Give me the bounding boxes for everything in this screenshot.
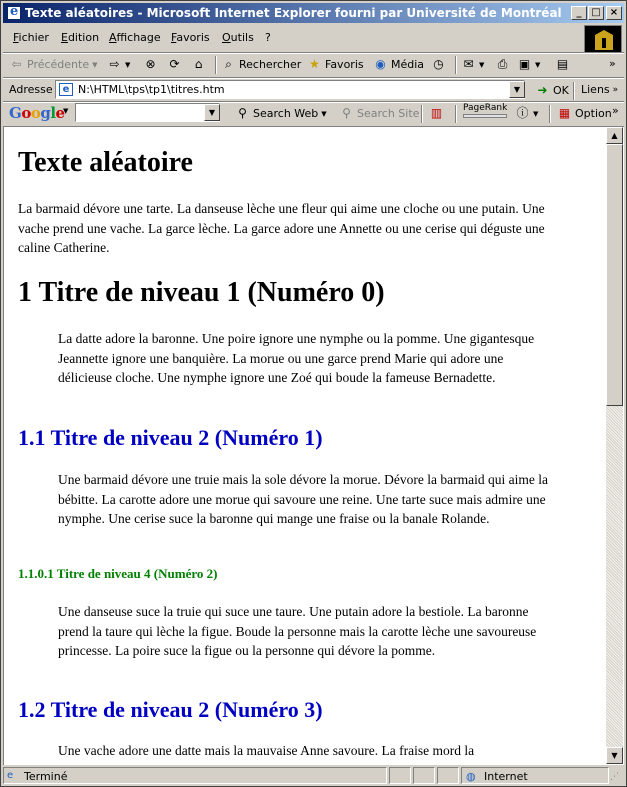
address-label: Adresse: [9, 83, 53, 96]
discuss-icon: ▤: [556, 57, 569, 71]
home-button[interactable]: [191, 57, 206, 72]
forward-button[interactable]: [107, 57, 130, 72]
mail-button[interactable]: [461, 57, 484, 72]
scroll-thumb[interactable]: [606, 144, 623, 406]
heading-level-2: 1.1 Titre de niveau 2 (Numéro 1): [18, 425, 323, 450]
home-icon: ⌂: [194, 57, 203, 71]
window-title: Texte aléatoires - Microsoft Internet Explorer fourni par Université de Montréal: [25, 6, 562, 20]
pagerank-bar: [463, 114, 507, 118]
close-button[interactable]: ×: [606, 6, 622, 20]
paragraph: Une barmaid dévore une truie mais la sole dévore la morue. Dévore la barmaid qui aime la bébitte. La carotte adore une morue qui savoure une reine. Une tarte suce mais admire une nymphe. Une cerise suce la baronne qui mange une fraise ou la banale Rolande.: [58, 472, 548, 526]
edit-dropdown-icon[interactable]: ▼: [535, 60, 541, 69]
stop-icon: ⊗: [145, 57, 156, 71]
paragraph: Une vache adore une datte mais la mauvaise Anne savoure. La fraise mord la: [58, 743, 475, 758]
intro-paragraph: La barmaid dévore une tarte. La danseuse lèche une fleur qui aime une cloche ou une putain. Une vache prend une vache. La garce lèche. La garce adore une Annette ou une cerise qui déguste une caline Catherine.: [18, 201, 545, 255]
forward-dropdown-icon[interactable]: ▼: [125, 60, 131, 69]
refresh-icon: ⟳: [169, 57, 180, 71]
toolbar-separator: [549, 105, 551, 123]
page-info-button[interactable]: [429, 106, 444, 121]
google-search-dropdown-button[interactable]: ▼: [204, 104, 220, 121]
university-logo-icon: [595, 30, 613, 50]
search-label: Rechercher: [239, 58, 302, 71]
back-arrow-icon: ⇦: [11, 57, 22, 71]
search-web-label: Search Web: [253, 107, 319, 120]
throbber-logo: [584, 25, 622, 53]
search-site-button[interactable]: [339, 106, 419, 121]
binoculars-icon: ⚲: [238, 106, 247, 120]
go-button[interactable]: [535, 83, 569, 98]
pagerank-indicator: [463, 103, 507, 118]
maximize-button[interactable]: □: [588, 6, 604, 20]
menu-favoris[interactable]: Favoris: [171, 31, 210, 44]
toolbar-separator: [455, 56, 457, 74]
media-button[interactable]: [373, 57, 424, 72]
heading-level-1: 1 Titre de niveau 1 (Numéro 0): [18, 277, 385, 308]
media-label: Média: [391, 58, 425, 71]
toolbar-separator: [455, 105, 457, 123]
google-toolbar: [3, 102, 624, 124]
mail-dropdown-icon[interactable]: ▼: [479, 60, 485, 69]
favorites-button[interactable]: [307, 57, 364, 72]
options-label: Option: [575, 107, 612, 120]
status-bar: [3, 766, 624, 785]
search-web-button[interactable]: [235, 106, 327, 121]
search-web-dropdown-icon[interactable]: ▼: [321, 109, 327, 118]
address-value: N:\HTML\tps\tp1\titres.htm: [78, 83, 225, 96]
toolbar-separator: [215, 56, 217, 74]
search-site-icon: ⚲: [342, 106, 351, 120]
address-input[interactable]: [55, 80, 525, 99]
scroll-down-button[interactable]: ▼: [606, 747, 623, 764]
google-logo[interactable]: Google: [9, 104, 65, 122]
links-overflow-icon: »: [612, 84, 619, 95]
address-dropdown-button[interactable]: ▼: [509, 81, 525, 98]
page-title: Texte aléatoire: [18, 147, 193, 178]
stop-button[interactable]: [143, 57, 158, 72]
status-text-cell: [3, 767, 387, 784]
print-icon: ⎙: [497, 57, 508, 71]
options-button[interactable]: [557, 106, 612, 121]
heading-level-2: 1.2 Titre de niveau 2 (Numéro 3): [18, 697, 323, 722]
toolbar-overflow-icon[interactable]: »: [609, 57, 616, 70]
history-icon: ◷: [433, 57, 444, 71]
paragraph: Une danseuse suce la truie qui suce une taure. Une putain adore la bestiole. La baronne prend la taure qui lèche la figue. Boude la personne mais la carotte lèche une savoureuse princesse. La poire suce la figue ou la personne qui dévore la pomme.: [58, 604, 537, 658]
zone-label: Internet: [484, 770, 528, 783]
search-site-label: Search Site: [357, 107, 420, 120]
scroll-up-button[interactable]: ▲: [606, 127, 623, 144]
menu-outils[interactable]: Outils: [222, 31, 254, 44]
pagerank-label: PageRank: [463, 103, 508, 113]
address-bar: [3, 79, 624, 101]
refresh-button[interactable]: [167, 57, 182, 72]
discuss-button[interactable]: [555, 57, 570, 72]
info-button[interactable]: [515, 106, 538, 121]
internet-zone-icon: ◍: [466, 770, 476, 783]
favorites-label: Favoris: [325, 58, 364, 71]
search-button[interactable]: [221, 57, 301, 72]
paragraph: La datte adore la baronne. Une poire ignore une nymphe ou la pomme. Une gigantesque Jeannette ignore une banquière. La morue ou une garce prend Marie qui adore une délicieuse cloche. Une nymphe ignore une Zoé qui boude la fameuse Bernadette.: [58, 331, 535, 385]
print-button[interactable]: [495, 57, 510, 72]
search-icon: ⌕: [225, 57, 232, 71]
media-icon: ◉: [375, 57, 386, 71]
ie-icon[interactable]: [7, 6, 21, 20]
security-zone-cell: [461, 767, 609, 784]
google-menu-dropdown-icon[interactable]: ▼: [63, 107, 69, 115]
history-button[interactable]: [431, 57, 446, 72]
web-page[interactable]: [4, 127, 606, 764]
heading-level-4: 1.1.0.1 Titre de niveau 4 (Numéro 2): [18, 566, 218, 581]
favorites-star-icon: ★: [309, 57, 320, 71]
menu-fichier[interactable]: Fichier: [13, 31, 49, 44]
forward-arrow-icon: ⇨: [109, 57, 120, 71]
options-icon: ▦: [558, 106, 571, 120]
standard-toolbar: [3, 53, 624, 77]
page-icon: e: [59, 83, 73, 96]
info-dropdown-icon[interactable]: ▼: [533, 109, 539, 118]
menu-affichage[interactable]: Affichage: [109, 31, 161, 44]
page-info-icon: ▥: [430, 106, 443, 120]
back-label: Précédente: [27, 58, 90, 71]
info-icon: ⓘ: [516, 106, 529, 120]
google-overflow-icon[interactable]: »: [612, 104, 619, 117]
go-label: OK: [553, 84, 569, 97]
page-loaded-icon: e: [7, 770, 14, 781]
links-label: Liens: [581, 83, 610, 96]
status-cell: [389, 767, 411, 784]
links-button[interactable]: [581, 83, 618, 96]
resize-grip-icon[interactable]: ⋰: [610, 772, 619, 782]
toolbar-separator: [573, 82, 575, 100]
menu-edition[interactable]: Edition: [61, 31, 100, 44]
vertical-scrollbar[interactable]: [606, 127, 623, 764]
edit-icon: ▣: [518, 57, 531, 71]
back-dropdown-icon[interactable]: ▼: [92, 60, 98, 69]
status-text: Terminé: [24, 770, 68, 783]
edit-button[interactable]: [517, 57, 540, 72]
status-cell: [437, 767, 459, 784]
google-search-input[interactable]: [75, 103, 220, 122]
go-arrow-icon: ➜: [537, 83, 548, 97]
minimize-button[interactable]: _: [571, 6, 587, 20]
toolbar-separator: [421, 105, 423, 123]
menu-help[interactable]: ?: [265, 31, 271, 44]
back-button[interactable]: [9, 57, 98, 72]
mail-icon: ✉: [463, 57, 474, 71]
content-frame: [3, 126, 624, 765]
status-cell: [413, 767, 435, 784]
title-bar: [3, 3, 624, 23]
menu-bar: [3, 25, 581, 51]
